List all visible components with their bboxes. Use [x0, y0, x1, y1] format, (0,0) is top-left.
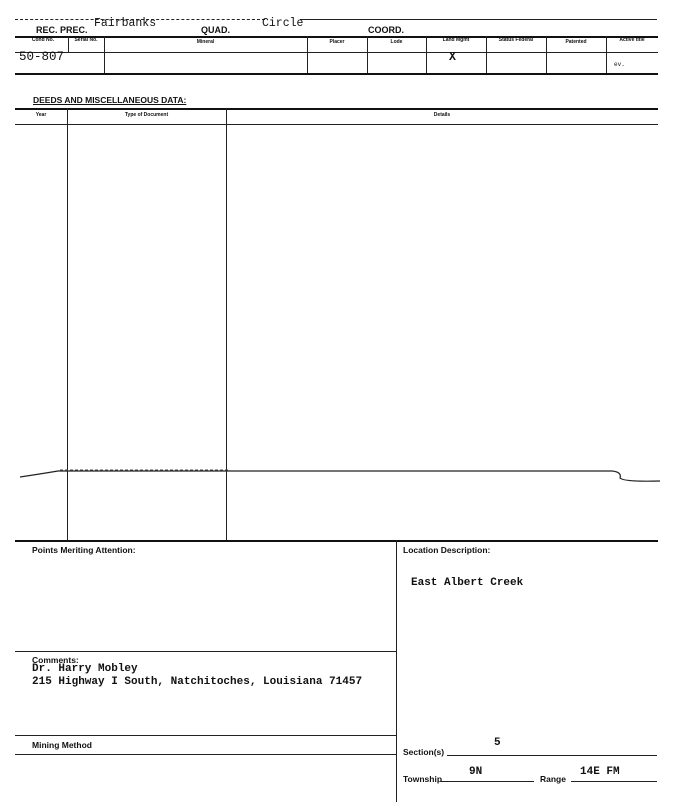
col-status-federal: Status Federal — [498, 37, 534, 43]
col-serial-no: Serial No. — [74, 37, 98, 43]
section-blank — [447, 755, 657, 756]
header-underline — [15, 36, 658, 38]
location-label: Location Description: — [403, 545, 491, 555]
points-bottom-border — [15, 651, 396, 652]
claim-divider — [68, 36, 69, 53]
claim-row-bottom — [15, 73, 658, 75]
deeds-col-type: Type of Document — [124, 112, 169, 118]
quad-label: QUAD. — [201, 25, 230, 35]
claim-divider — [104, 36, 105, 74]
township-label: Township — [403, 774, 443, 784]
claim-divider — [486, 36, 487, 74]
deeds-col-details: Details — [433, 112, 451, 118]
claim-header-bottom — [15, 52, 658, 53]
rec-prec-value: Fairbanks — [94, 17, 157, 30]
col-cond-no: Cond No. — [31, 37, 55, 43]
section-value: 5 — [494, 737, 501, 749]
claim-divider — [426, 36, 427, 74]
township-value: 9N — [469, 766, 483, 778]
comments-bottom-border — [15, 735, 396, 736]
claim-divider — [546, 36, 547, 74]
township-blank — [441, 781, 534, 782]
claim-divider — [606, 36, 607, 74]
coord-label: COORD. — [368, 25, 404, 35]
lower-center-divider — [396, 540, 397, 802]
col-placer: Placer — [329, 39, 345, 45]
active-title-mark: ev. — [614, 61, 625, 68]
col-mineral: Mineral — [196, 39, 215, 45]
top-border-right — [300, 19, 657, 20]
col-active-title: Active title — [619, 37, 645, 43]
cond-no-value: 50-807 — [19, 50, 65, 64]
col-lode: Lode — [390, 39, 403, 45]
rec-prec-label: REC. PREC. — [36, 25, 88, 35]
mining-underline — [15, 754, 396, 755]
quad-value: Circle — [262, 17, 304, 30]
deeds-header-bottom — [15, 124, 658, 125]
range-label: Range — [540, 774, 566, 784]
points-label: Points Meriting Attention: — [32, 545, 136, 555]
mining-method-label: Mining Method — [32, 740, 92, 750]
land-mgmt-mark: X — [449, 51, 456, 64]
section-label: Section(s) — [403, 747, 445, 757]
range-value: 14E FM — [580, 766, 620, 778]
deeds-col-year: Year — [35, 112, 47, 118]
comments-line1: Dr. Harry Mobley — [32, 663, 138, 675]
deeds-title: DEEDS AND MISCELLANEOUS DATA: — [33, 95, 187, 105]
comments-label: Comments: — [32, 655, 79, 665]
col-patented: Patented — [565, 39, 587, 45]
claim-divider — [367, 36, 368, 74]
deeds-bottom-border — [15, 540, 658, 542]
page-seam-line — [0, 460, 678, 490]
deeds-top-border — [15, 108, 658, 110]
col-land-mgmt: Land Mgmt — [442, 37, 470, 43]
range-blank — [571, 781, 657, 782]
location-value: East Albert Creek — [411, 577, 524, 589]
comments-line2: 215 Highway I South, Natchitoches, Louisiana 71457 — [32, 676, 363, 688]
claim-divider — [307, 36, 308, 74]
